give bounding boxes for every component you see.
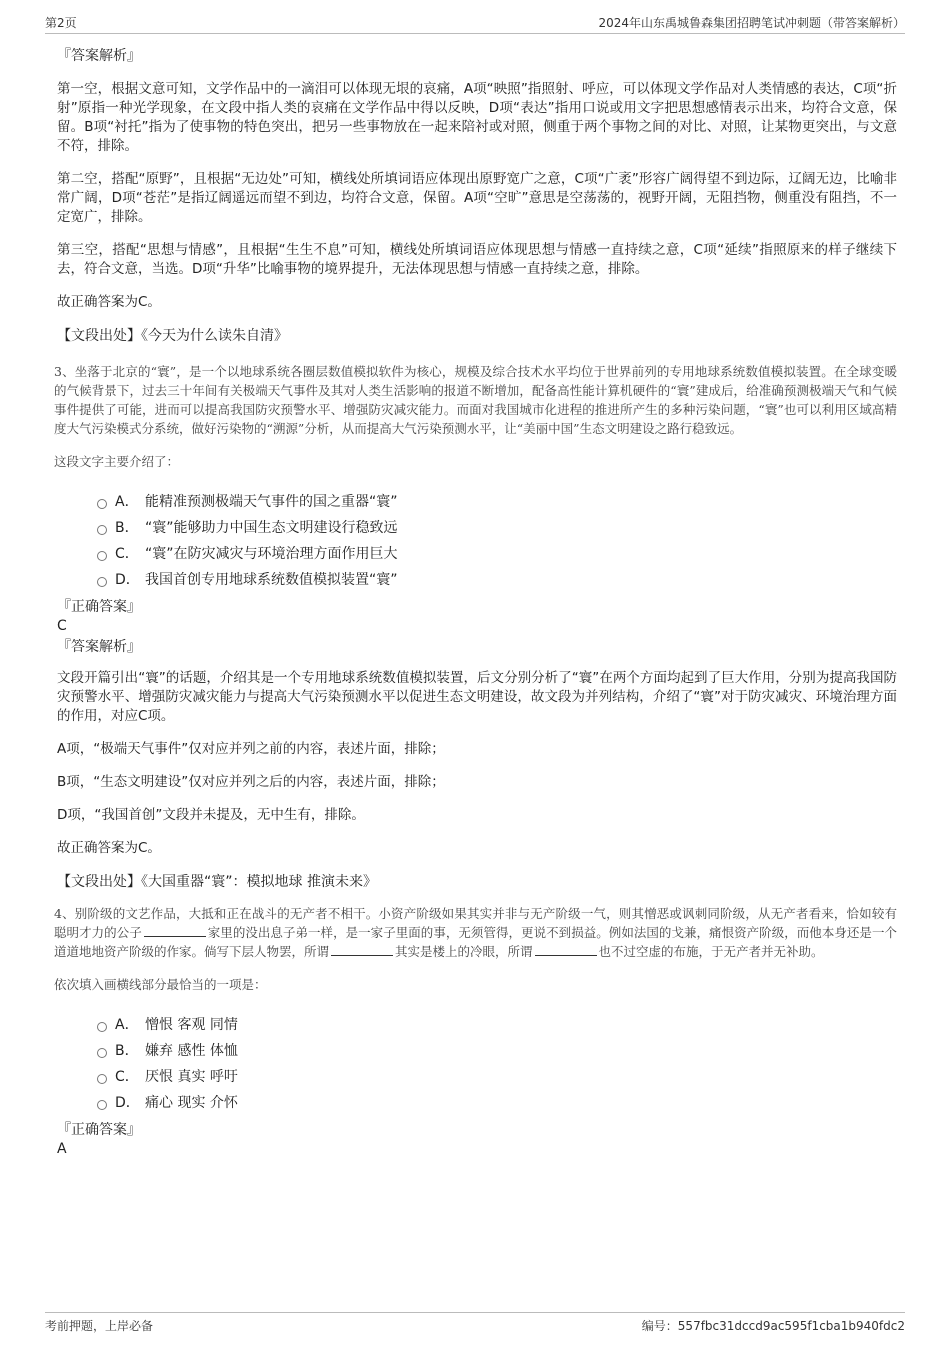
conclusion: 故正确答案为C。 <box>57 294 161 310</box>
correct-answer: A <box>57 1141 67 1157</box>
option-b[interactable] <box>97 515 897 541</box>
option-text: “寰”在防灾减灾与环境治理方面作用巨大 <box>145 546 398 562</box>
analysis-paragraph: 第一空，根据文意可知，文学作品中的一滴泪可以体现无垠的哀痛，A项“映照”指照射、呼应，可以体现文学作品对人类情感的表达，C项“折射”原指一种光学现象，在文段中指人类的哀痛在文学作品中得以反映，D项“表达”指用口说或用文字把思想感情表示出来，均符合文意，保留。B项“衬托”指为了使事物的特色突出，把另一些事物放在一起来陪衬或对照，侧重于两个事物之间的对比、对照，让某物更突出，与文意不符，排除。 <box>57 81 897 154</box>
option-d[interactable] <box>97 1090 897 1116</box>
option-letter: D． <box>115 1095 140 1111</box>
radio-button[interactable] <box>97 577 107 587</box>
conclusion: 故正确答案为C。 <box>57 840 161 856</box>
answer-label: 『正确答案』 <box>57 1122 141 1138</box>
option-list <box>97 489 897 593</box>
radio-button[interactable] <box>97 1074 107 1084</box>
option-text: 嫌弃 感性 体恤 <box>145 1043 238 1059</box>
option-text: 厌恨 真实 呼吁 <box>145 1069 238 1085</box>
source-citation: 【文段出处】《大国重器“寰”：模拟地球 推演未来》 <box>57 874 377 890</box>
question-text-part: 其实是楼上的冷眼，所谓 <box>395 944 533 959</box>
document-body <box>54 44 897 1158</box>
option-d[interactable] <box>97 567 897 593</box>
document-title: 2024年山东禹城鲁森集团招聘笔试冲刺题（带答案解析） <box>598 16 905 30</box>
option-text: 憎恨 客观 同情 <box>145 1017 238 1033</box>
analysis-paragraph: 第三空，搭配“思想与情感”，且根据“生生不息”可知，横线处所填词语应体现思想与情感一直持续之意，C项“延续”指照原来的样子继续下去，符合文意，当选。D项“升华”比喻事物的境界提升，无法体现思想与情感一直持续之意，排除。 <box>57 242 897 277</box>
radio-button[interactable] <box>97 1022 107 1032</box>
analysis-line: B项，“生态文明建设”仅对应并列之后的内容，表述片面，排除； <box>57 774 445 790</box>
option-letter: B． <box>115 520 139 536</box>
radio-button[interactable] <box>97 1048 107 1058</box>
page-footer <box>45 1312 905 1335</box>
option-letter: B． <box>115 1043 139 1059</box>
option-list <box>97 1012 897 1116</box>
radio-button[interactable] <box>97 499 107 509</box>
correct-answer: C <box>57 618 67 634</box>
fill-blank <box>144 924 206 937</box>
question-text-part: 家里的没出息子弟一样，是一家子里面的事，无须管得，更说不到损益。例如法国的戈兼，痛恨资产阶级，而他本身还是一个道道地地资产阶级的作家。倘写下层人物罢，所谓 <box>54 925 897 959</box>
option-text: 我国首创专用地球系统数值模拟装置“寰” <box>145 572 398 588</box>
radio-button[interactable] <box>97 1100 107 1110</box>
question-text <box>54 904 897 961</box>
source-citation: 【文段出处】《今天为什么读朱自清》 <box>57 328 288 344</box>
page-header <box>45 12 905 34</box>
radio-button[interactable] <box>97 551 107 561</box>
question-prompt: 依次填入画横线部分最恰当的一项是： <box>54 977 267 992</box>
option-letter: C． <box>115 546 139 562</box>
option-text: “寰”能够助力中国生态文明建设行稳致远 <box>145 520 398 536</box>
analysis-paragraph: 文段开篇引出“寰”的话题，介绍其是一个专用地球系统数值模拟装置，后文分别分析了“寰”在两个方面均起到了巨大作用，分别为提高我国防灾预警水平、增强防灾减灾能力与提高大气污染预测水平以促进生态文明建设，故文段为并列结构，介绍了“寰”对于防灾减灾、环境治理方面的作用，对应C项。 <box>57 670 897 724</box>
analysis-line: A项，“极端天气事件”仅对应并列之前的内容，表述片面，排除； <box>57 741 445 757</box>
option-b[interactable] <box>97 1038 897 1064</box>
option-a[interactable] <box>97 1012 897 1038</box>
option-letter: A． <box>115 1017 139 1033</box>
option-letter: D． <box>115 572 140 588</box>
document-id: 编号：557fbc31dccd9ac595f1cba1b940fdc2 <box>641 1319 905 1333</box>
answer-label: 『正确答案』 <box>57 599 141 615</box>
option-c[interactable] <box>97 541 897 567</box>
fill-blank <box>331 943 393 956</box>
radio-button[interactable] <box>97 525 107 535</box>
question-text-part: 4、别阶级的文艺作品，大抵和正在战斗的无产者不相干。小资产阶级如果其实并非与无产阶级一气，则其憎恶或讽刺同阶级，从无产者看来，恰如较有聪明才力的公子 <box>54 906 897 940</box>
option-a[interactable] <box>97 489 897 515</box>
fill-blank <box>535 943 597 956</box>
page-number: 第2页 <box>45 16 77 30</box>
option-letter: A． <box>115 494 139 510</box>
option-text: 能精准预测极端天气事件的国之重器“寰” <box>145 494 398 510</box>
question-text: 3、坐落于北京的“寰”，是一个以地球系统各圈层数值模拟软件为核心，规模及综合技术水平均位于世界前列的专用地球系统数值模拟装置。在全球变暖的气候背景下，过去三十年间有关极端天气事件及其对人类生活影响的报道不断增加，配备高性能计算机硬件的“寰”建成后，给准确预测极端天气和气候事件提供了可能，进而可以提高我国防灾预警水平、增强防灾减灾能力。而面对我国城市化进程的推进所产生的多种污染问题，“寰”也可以利用区域高精度大气污染模式分系统，做好污染物的“溯源”分析，从而提高大气污染预测水平，让“美丽中国”生态文明建设之路行稳致远。 <box>54 364 897 436</box>
question-prompt: 这段文字主要介绍了： <box>54 454 180 469</box>
analysis-paragraph: 第二空，搭配“原野”，且根据“无边处”可知，横线处所填词语应体现出原野宽广之意，C项“广袤”形容广阔得望不到边际，辽阔无边，比喻非常广阔，D项“苍茫”是指辽阔遥远而望不到边，均符合文意，保留。A项“空旷”意思是空荡荡的，视野开阔，无阻挡物，侧重没有阻挡，不一定宽广，排除。 <box>57 171 897 225</box>
analysis-label: 『答案解析』 <box>57 48 141 64</box>
analysis-label: 『答案解析』 <box>57 639 141 655</box>
footer-slogan: 考前押题，上岸必备 <box>45 1319 154 1333</box>
option-letter: C． <box>115 1069 139 1085</box>
option-text: 痛心 现实 介怀 <box>145 1095 238 1111</box>
question-text-part: 也不过空虚的布施，于无产者并无补助。 <box>598 944 824 959</box>
analysis-line: D项，“我国首创”文段并未提及，无中生有，排除。 <box>57 807 365 823</box>
option-c[interactable] <box>97 1064 897 1090</box>
